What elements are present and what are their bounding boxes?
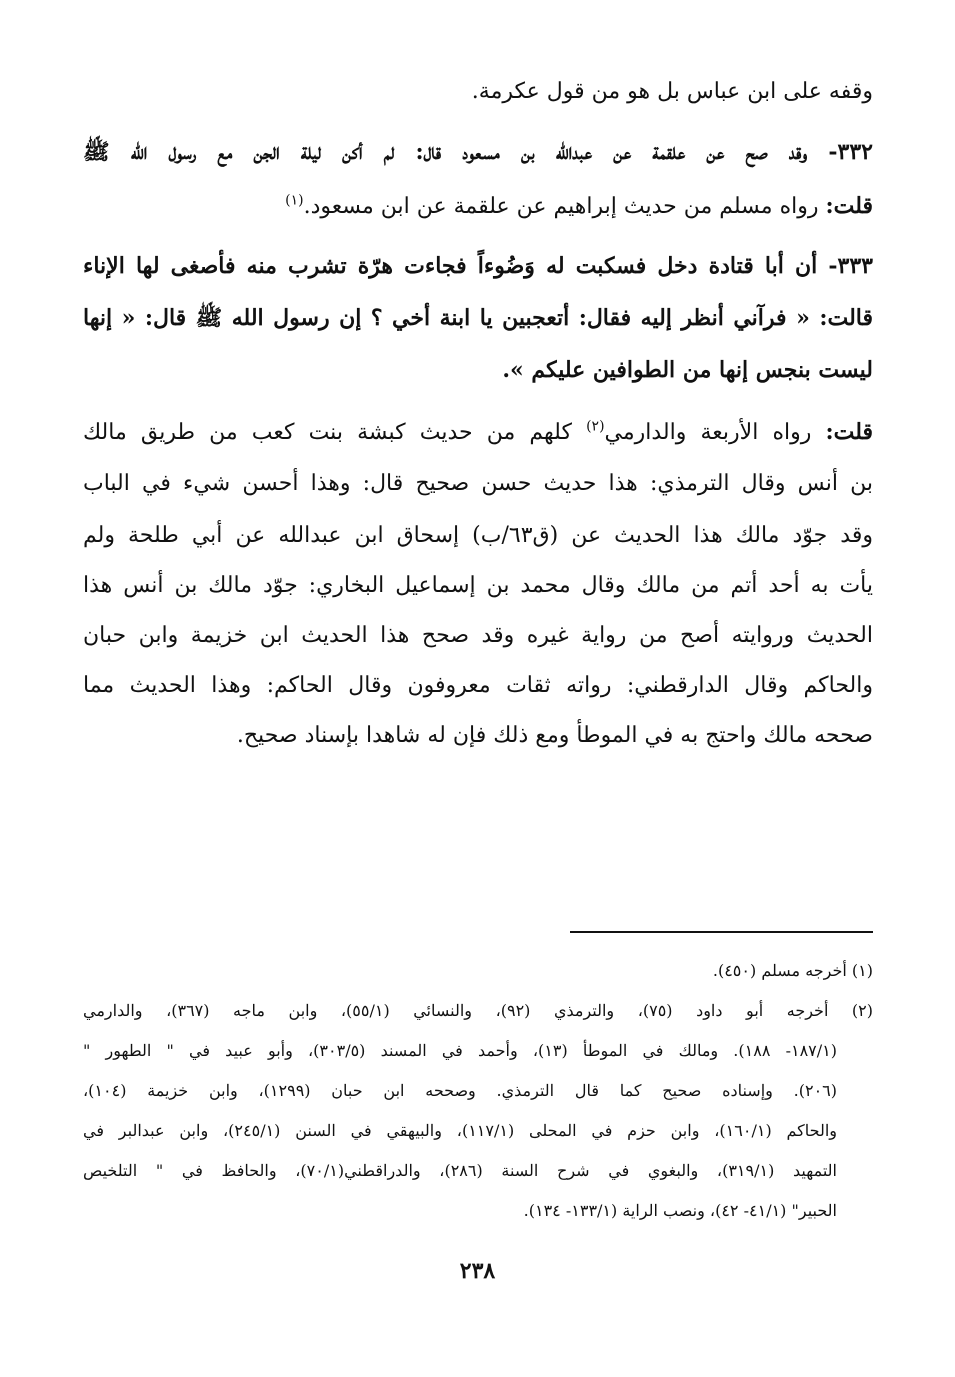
hadith-333-comment-line-1: قلت: رواه الأربعة والدارمي$^{(٢)}$ كلهم من حديث كبشة بنت كعب من طريق مالك xyxy=(83,418,873,445)
footnote-ref-1: (١) xyxy=(285,192,304,209)
footnote-1: (١) أخرجه مسلم (٤٥٠). xyxy=(712,961,873,980)
hadith-332-heading: ٣٣٢- وقد صح عن علقمة عن عبدالله بن مسعود قال: لم أكن ليلة الجن مع رسول الله ﷺ xyxy=(83,139,873,165)
hadith-333-comment-line-7: صححه مالك واحتج به في الموطأ ومع ذلك فإن له شاهدا بإسناد صحيح. xyxy=(236,723,873,748)
hadith-333-comment-line-4: يأت به أحد أتم من مالك وقال محمد بن إسماعيل البخاري: جوّد مالك بن أنس هذا xyxy=(83,573,873,598)
hadith-333-comment-line-2: بن أنس وقال الترمذي: هذا حديث حسن صحيح قال: وهذا أحسن شيء في الباب xyxy=(83,471,873,496)
footnote-2-line-1: (٢) أخرجه أبو داود (٧٥)، والترمذي (٩٢)، والنسائي (٥٥/١)، وابن ماجه (٣٦٧)، والدارمي xyxy=(83,1001,873,1020)
comment-label: قلت: xyxy=(825,193,873,219)
footnote-2-line-5: التمهيد (٣١٩/١)، والبغوي في شرح السنة (٢٨٦)، والدراقطني(٧٠/١)، والحافظ في " التلخيص xyxy=(83,1161,837,1180)
page-number: ٢٣٨ xyxy=(459,1258,496,1284)
footnote-2-line-6: الحبير" (٤١/١- ٤٢)، ونصب الراية (١٣٣/١- ١٣٤). xyxy=(523,1201,837,1220)
hadith-333-comment-line-5: الحديث وروايته أصح من رواية غيره وقد صحح هذا الحديث ابن خزيمة وابن حبان xyxy=(83,623,873,648)
continuation-line: وقفه على ابن عباس بل هو من قول عكرمة. xyxy=(471,79,873,104)
footnote-separator xyxy=(570,931,873,933)
footnote-ref-2: (٢) xyxy=(586,418,605,435)
hadith-333-comment-line-6: والحاكم وقال الدارقطني: رواته ثقات معروفون وقال الحاكم: وهذا الحديث مما xyxy=(83,673,873,698)
hadith-332-comment: قلت: رواه مسلم من حديث إبراهيم عن علقمة عن ابن مسعود.$^{(١)}$ xyxy=(285,192,873,219)
hadith-333-line-1: ٣٣٣- أن أبا قتادة دخل فسكبت له وَضُوءاً فجاءت هرّة تشرب منه فأصغى لها الإناء xyxy=(83,253,873,279)
hadith-333-comment-line-3: وقد جوّد مالك هذا الحديث عن (ق٦٣/ب) إسحاق ابن عبدالله عن أبي طلحة ولم xyxy=(83,523,873,548)
footnote-2-line-2: (١٨٧/١- ١٨٨). ومالك في الموطأ (١٣)، وأحمد في المسند (٣٠٣/٥)، وأبو عبيد في " الطهور " xyxy=(83,1041,837,1060)
footnote-2-line-3: (٢٠٦). وإسناده صحيح كما قال الترمذي. وصححه ابن حبان (١٢٩٩)، وابن خزيمة (١٠٤)، xyxy=(83,1081,837,1100)
comment-label: قلت: xyxy=(825,419,873,445)
footnote-2-line-4: والحاكم (١٦٠/١)، وابن حزم في المحلى (١١٧/١)، والبيهقي في السنن (٢٤٥/١)، وابن عبدالبر في xyxy=(83,1121,837,1140)
hadith-333-line-2: قالت: « فرآني أنظر إليه فقال: أتعجبين يا ابنة أخي ؟ إن رسول الله ﷺ قال: « إنها xyxy=(83,305,873,331)
hadith-333-line-3: ليست بنجس إنها من الطوافين عليكم ». xyxy=(502,357,873,383)
